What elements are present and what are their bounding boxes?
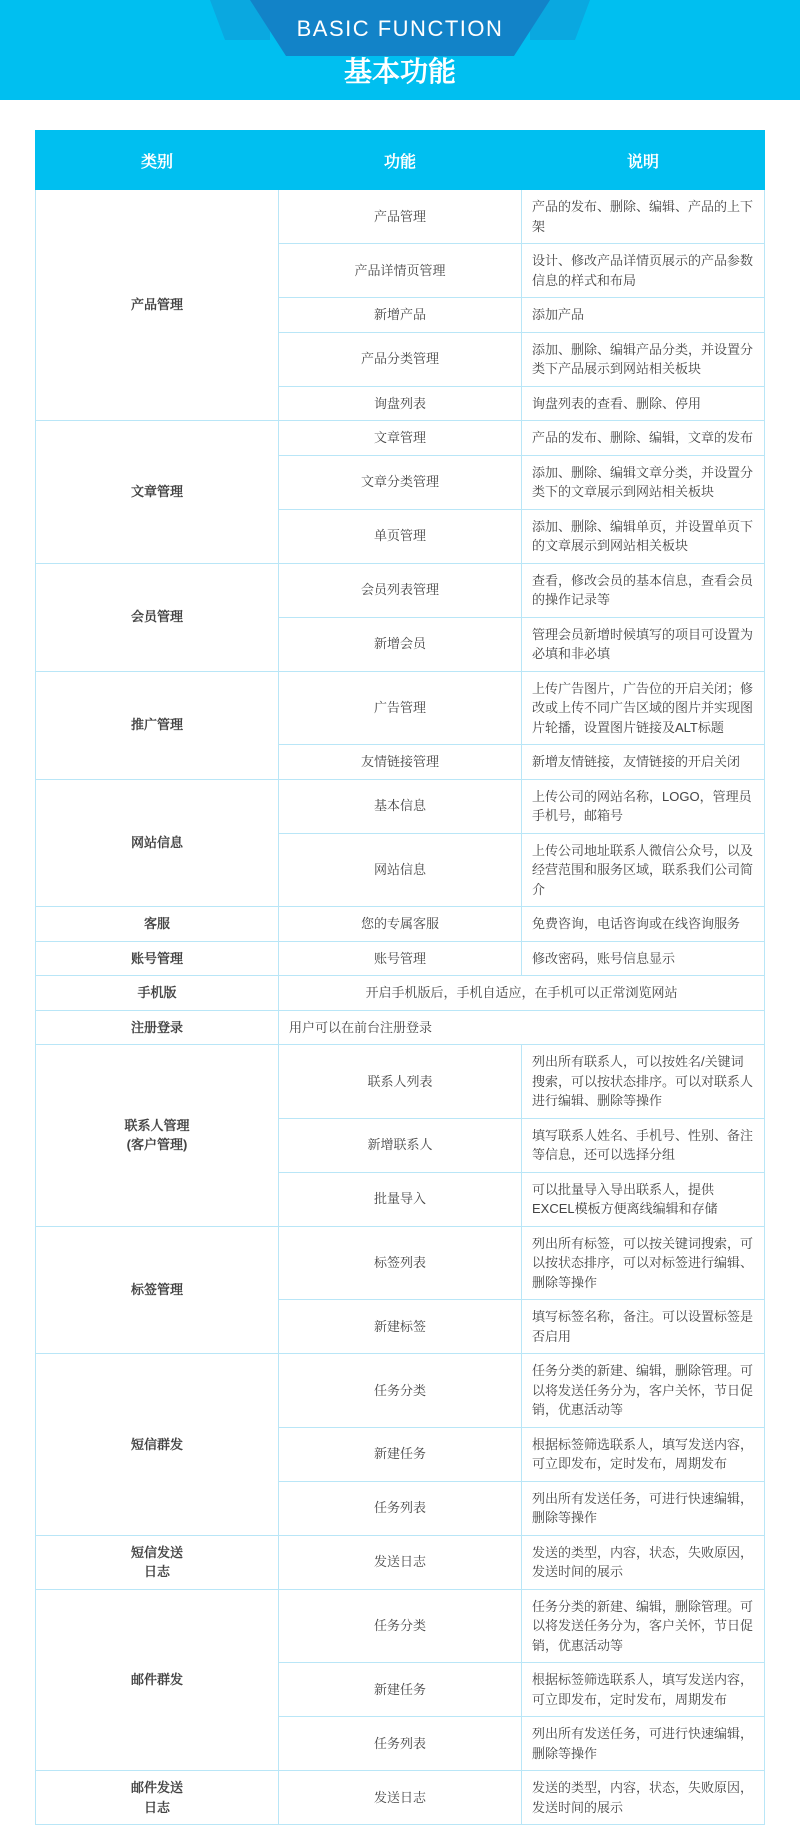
table-row [36,671,765,745]
table-row [36,941,765,976]
description-cell: 用户可以在前台注册登录 [279,1010,765,1045]
function-cell: 新增联系人 [279,1118,522,1172]
description-cell: 列出所有发送任务，可进行快速编辑，删除等操作 [522,1481,765,1535]
feature-table-head [36,131,765,190]
function-cell: 任务分类 [279,1589,522,1663]
description-cell: 列出所有联系人，可以按姓名/关键词搜索，可以按状态排序。可以对联系人进行编辑、删除等操作 [522,1045,765,1119]
banner-english-title: BASIC FUNCTION [296,16,504,41]
description-cell: 免费咨询，电话咨询或在线咨询服务 [522,907,765,942]
table-row [36,1226,765,1300]
table-row [36,1589,765,1663]
category-cell: 手机版 [36,976,279,1011]
banner-content [250,0,550,100]
feature-table-body [36,190,765,1825]
function-cell: 友情链接管理 [279,745,522,780]
description-cell: 添加、删除、编辑单页，并设置单页下的文章展示到网站相关板块 [522,509,765,563]
function-cell: 批量导入 [279,1172,522,1226]
table-row [36,1535,765,1589]
function-cell: 单页管理 [279,509,522,563]
table-row [36,907,765,942]
function-cell: 您的专属客服 [279,907,522,942]
category-cell: 文章管理 [36,421,279,564]
description-cell: 管理会员新增时候填写的项目可设置为必填和非必填 [522,617,765,671]
table-row [36,1771,765,1825]
function-cell: 产品详情页管理 [279,244,522,298]
function-cell: 任务列表 [279,1717,522,1771]
description-cell: 任务分类的新建、编辑，删除管理。可以将发送任务分为，客户关怀，节日促销，优惠活动等 [522,1589,765,1663]
description-cell: 查看，修改会员的基本信息，查看会员的操作记录等 [522,563,765,617]
description-cell: 添加产品 [522,298,765,333]
column-header-category: 类别 [36,131,279,190]
category-cell: 产品管理 [36,190,279,421]
function-cell: 文章分类管理 [279,455,522,509]
function-cell: 广告管理 [279,671,522,745]
description-cell: 列出所有标签，可以按关键词搜索，可以按状态排序，可以对标签进行编辑、删除等操作 [522,1226,765,1300]
table-header-row [36,131,765,190]
function-cell: 产品管理 [279,190,522,244]
category-cell: 短信群发 [36,1354,279,1536]
category-cell: 联系人管理 (客户管理) [36,1045,279,1227]
description-cell: 添加、删除、编辑文章分类，并设置分类下的文章展示到网站相关板块 [522,455,765,509]
function-cell: 文章管理 [279,421,522,456]
description-cell: 新增友情链接，友情链接的开启关闭 [522,745,765,780]
category-cell: 客服 [36,907,279,942]
function-cell: 基本信息 [279,779,522,833]
category-cell: 账号管理 [36,941,279,976]
banner-chinese-title: 基本功能 [343,56,456,87]
description-cell: 产品的发布、删除、编辑、产品的上下架 [522,190,765,244]
table-row [36,779,765,833]
function-cell: 网站信息 [279,833,522,907]
description-cell: 列出所有发送任务，可进行快速编辑，删除等操作 [522,1717,765,1771]
description-cell: 开启手机版后，手机自适应，在手机可以正常浏览网站 [279,976,765,1011]
category-cell: 会员管理 [36,563,279,671]
function-cell: 会员列表管理 [279,563,522,617]
description-cell: 填写标签名称，备注。可以设置标签是否启用 [522,1300,765,1354]
function-cell: 联系人列表 [279,1045,522,1119]
category-cell: 网站信息 [36,779,279,907]
function-cell: 标签列表 [279,1226,522,1300]
description-cell: 可以批量导入导出联系人，提供EXCEL模板方便离线编辑和存储 [522,1172,765,1226]
function-cell: 询盘列表 [279,386,522,421]
table-row [36,421,765,456]
column-header-function: 功能 [279,131,522,190]
function-cell: 发送日志 [279,1535,522,1589]
page-banner [0,0,800,100]
feature-table [35,130,765,1825]
function-cell: 新建任务 [279,1663,522,1717]
category-cell: 短信发送 日志 [36,1535,279,1589]
function-cell: 任务列表 [279,1481,522,1535]
function-cell: 产品分类管理 [279,332,522,386]
table-row [36,563,765,617]
description-cell: 上传广告图片，广告位的开启关闭；修改或上传不同广告区域的图片并实现图片轮播，设置图片链接及ALT标题 [522,671,765,745]
description-cell: 设计、修改产品详情页展示的产品参数信息的样式和布局 [522,244,765,298]
table-row [36,1010,765,1045]
description-cell: 填写联系人姓名、手机号、性别、备注等信息，还可以选择分组 [522,1118,765,1172]
function-cell: 发送日志 [279,1771,522,1825]
description-cell: 任务分类的新建、编辑，删除管理。可以将发送任务分为，客户关怀，节日促销，优惠活动等 [522,1354,765,1428]
table-row [36,190,765,244]
description-cell: 添加、删除、编辑产品分类，并设置分类下产品展示到网站相关板块 [522,332,765,386]
function-cell: 账号管理 [279,941,522,976]
category-cell: 邮件群发 [36,1589,279,1771]
description-cell: 发送的类型，内容，状态，失败原因，发送时间的展示 [522,1535,765,1589]
table-row [36,1354,765,1428]
description-cell: 上传公司的网站名称，LOGO，管理员手机号，邮箱号 [522,779,765,833]
function-cell: 任务分类 [279,1354,522,1428]
description-cell: 上传公司地址联系人微信公众号，以及经营范围和服务区域，联系我们公司简介 [522,833,765,907]
column-header-description: 说明 [522,131,765,190]
description-cell: 询盘列表的查看、删除、停用 [522,386,765,421]
category-cell: 邮件发送 日志 [36,1771,279,1825]
category-cell: 注册登录 [36,1010,279,1045]
feature-table-container [0,100,800,1825]
table-row [36,976,765,1011]
function-cell: 新建标签 [279,1300,522,1354]
function-cell: 新增产品 [279,298,522,333]
description-cell: 发送的类型，内容，状态，失败原因，发送时间的展示 [522,1771,765,1825]
table-row [36,1045,765,1119]
description-cell: 产品的发布、删除、编辑，文章的发布 [522,421,765,456]
description-cell: 根据标签筛选联系人，填写发送内容，可立即发布，定时发布，周期发布 [522,1427,765,1481]
category-cell: 推广管理 [36,671,279,779]
function-cell: 新增会员 [279,617,522,671]
category-cell: 标签管理 [36,1226,279,1354]
description-cell: 根据标签筛选联系人，填写发送内容，可立即发布，定时发布，周期发布 [522,1663,765,1717]
description-cell: 修改密码，账号信息显示 [522,941,765,976]
function-cell: 新建任务 [279,1427,522,1481]
